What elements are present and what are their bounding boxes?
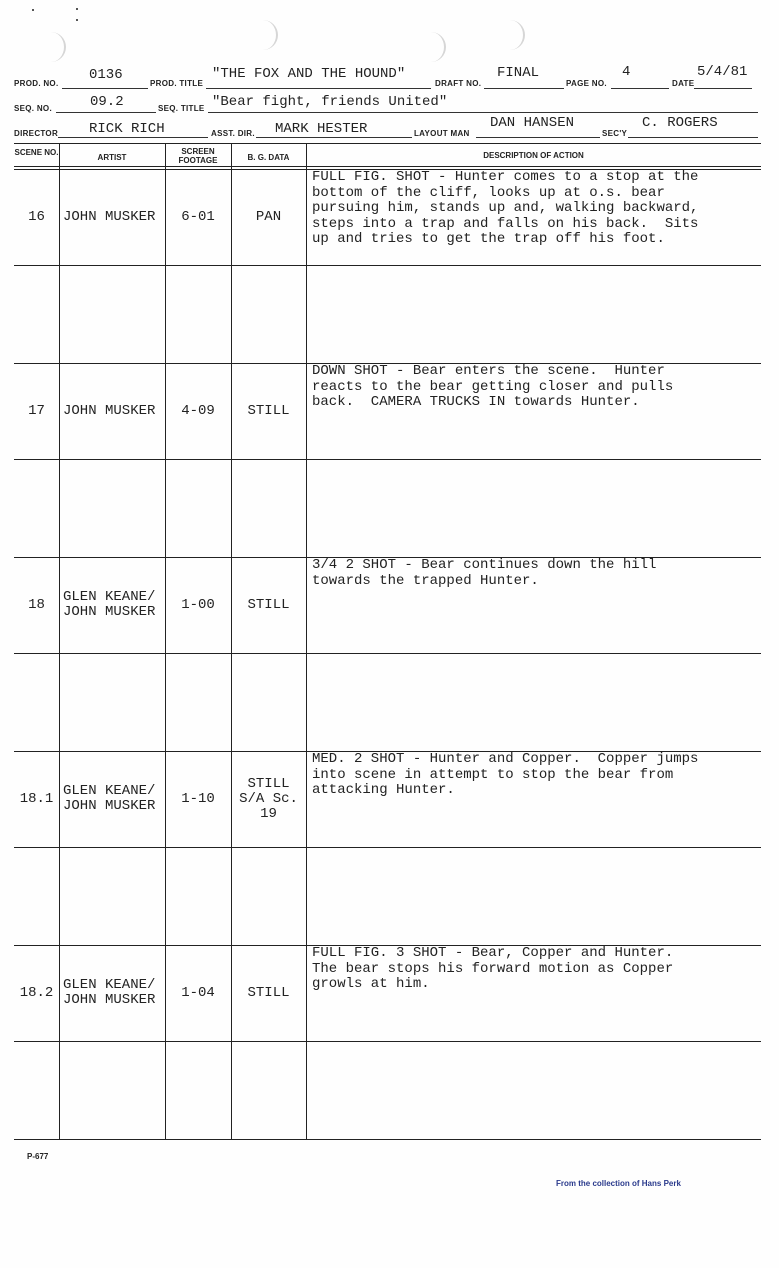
seq-no-value: 09.2 xyxy=(90,94,124,110)
description-of-action: FULL FIG. SHOT - Hunter comes to a stop at the bottom of the cliff, looks up at o.s. bear pursuing him, stands up and, walking backward, steps into a trap and falls on his back. Sits up and tries to get the trap off his foot. xyxy=(312,169,699,247)
prod-title-underline xyxy=(206,88,431,89)
secy-label: SEC'Y xyxy=(602,129,628,138)
layout-man-underline xyxy=(476,137,600,138)
description-of-action: 3/4 2 SHOT - Bear continues down the hill towards the trapped Hunter. xyxy=(312,557,657,589)
col-header-bg-data: B. G. DATA xyxy=(247,153,290,162)
bg-data: STILL S/A Sc. 19 xyxy=(239,775,298,822)
draft-no-value: FINAL xyxy=(497,65,540,81)
seq-title-value: "Bear fight, friends United" xyxy=(212,94,448,110)
table-top-rule xyxy=(14,143,761,144)
description-of-action: MED. 2 SHOT - Hunter and Copper. Copper jumps into scene in attempt to stop the bear from attacking Hunter. xyxy=(312,751,699,798)
punch-hole xyxy=(50,32,66,62)
screen-footage: 1-10 xyxy=(181,790,215,807)
row-divider xyxy=(14,847,761,848)
col-header-artist: ARTIST xyxy=(97,153,127,162)
col-header-description: DESCRIPTION OF ACTION xyxy=(483,151,584,160)
scene-number: 18.2 xyxy=(19,984,54,1001)
form-number: P-677 xyxy=(27,1152,49,1161)
prod-no-underline xyxy=(62,88,148,89)
row-divider xyxy=(14,459,761,460)
paper-speck xyxy=(32,9,34,11)
asst-dir-label: ASST. DIR. xyxy=(211,129,255,138)
col-header-scene: SCENE NO. xyxy=(14,148,59,157)
seq-title-underline xyxy=(208,112,758,113)
seq-no-label: SEQ. NO. xyxy=(14,104,52,113)
col-header-footage: SCREEN FOOTAGE xyxy=(178,147,218,165)
collection-credit: From the collection of Hans Perk xyxy=(556,1179,681,1188)
layout-man-value: DAN HANSEN xyxy=(490,115,575,131)
column-rule xyxy=(59,143,60,1139)
description-of-action: DOWN SHOT - Bear enters the scene. Hunter reacts to the bear getting closer and pulls back. CAMERA TRUCKS IN towards Hunter. xyxy=(312,363,674,410)
punch-hole xyxy=(430,32,446,62)
asst-dir-underline xyxy=(256,137,412,138)
prod-title-label: PROD. TITLE xyxy=(150,79,204,88)
punch-hole xyxy=(262,20,278,50)
bg-data: STILL xyxy=(247,402,290,419)
artist-name: GLEN KEANE/ JOHN MUSKER xyxy=(63,783,156,814)
screen-footage: 1-00 xyxy=(181,596,215,613)
screen-footage: 4-09 xyxy=(181,402,215,419)
description-of-action: FULL FIG. 3 SHOT - Bear, Copper and Hunter. The bear stops his forward motion as Copper growls at him. xyxy=(312,945,674,992)
draft-no-label: DRAFT NO. xyxy=(435,79,482,88)
asst-dir-value: MARK HESTER xyxy=(275,121,368,137)
date-underline xyxy=(694,88,752,89)
table-header-rule xyxy=(14,166,761,167)
screen-footage: 1-04 xyxy=(181,984,215,1001)
seq-title-label: SEQ. TITLE xyxy=(158,104,205,113)
scene-number: 17 xyxy=(28,402,45,419)
screen-footage: 6-01 xyxy=(181,208,215,225)
row-divider xyxy=(14,1041,761,1042)
date-label: DATE xyxy=(672,79,695,88)
column-rule xyxy=(165,143,166,1139)
page-no-underline xyxy=(611,88,669,89)
layout-man-label: LAYOUT MAN xyxy=(414,129,470,138)
column-rule xyxy=(306,143,307,1139)
secy-value: C. ROGERS xyxy=(642,115,718,131)
prod-title-value: "THE FOX AND THE HOUND" xyxy=(212,66,406,82)
row-divider xyxy=(14,265,761,266)
paper-speck xyxy=(76,19,78,21)
bg-data: STILL xyxy=(247,984,290,1001)
director-underline xyxy=(58,137,208,138)
row-divider xyxy=(14,1139,761,1140)
paper-speck xyxy=(76,8,78,10)
scene-number: 16 xyxy=(28,208,45,225)
seq-no-underline xyxy=(56,112,156,113)
scene-number: 18.1 xyxy=(19,790,54,807)
punch-hole xyxy=(509,20,525,50)
page-no-label: PAGE NO. xyxy=(566,79,607,88)
director-value: RICK RICH xyxy=(89,121,165,137)
artist-name: GLEN KEANE/ JOHN MUSKER xyxy=(63,977,156,1008)
artist-name: JOHN MUSKER xyxy=(63,208,156,225)
date-value: 5/4/81 xyxy=(697,64,748,80)
draft-no-underline xyxy=(484,88,564,89)
column-rule xyxy=(231,143,232,1139)
scene-number: 18 xyxy=(28,596,45,613)
prod-no-label: PROD. NO. xyxy=(14,79,59,88)
row-divider xyxy=(14,653,761,654)
bg-data: STILL xyxy=(247,596,290,613)
page-no-value: 4 xyxy=(622,64,631,80)
secy-underline xyxy=(628,137,758,138)
prod-no-value: 0136 xyxy=(89,67,123,83)
bg-data: PAN xyxy=(255,208,282,225)
artist-name: JOHN MUSKER xyxy=(63,402,156,419)
director-label: DIRECTOR xyxy=(14,129,59,138)
artist-name: GLEN KEANE/ JOHN MUSKER xyxy=(63,589,156,620)
